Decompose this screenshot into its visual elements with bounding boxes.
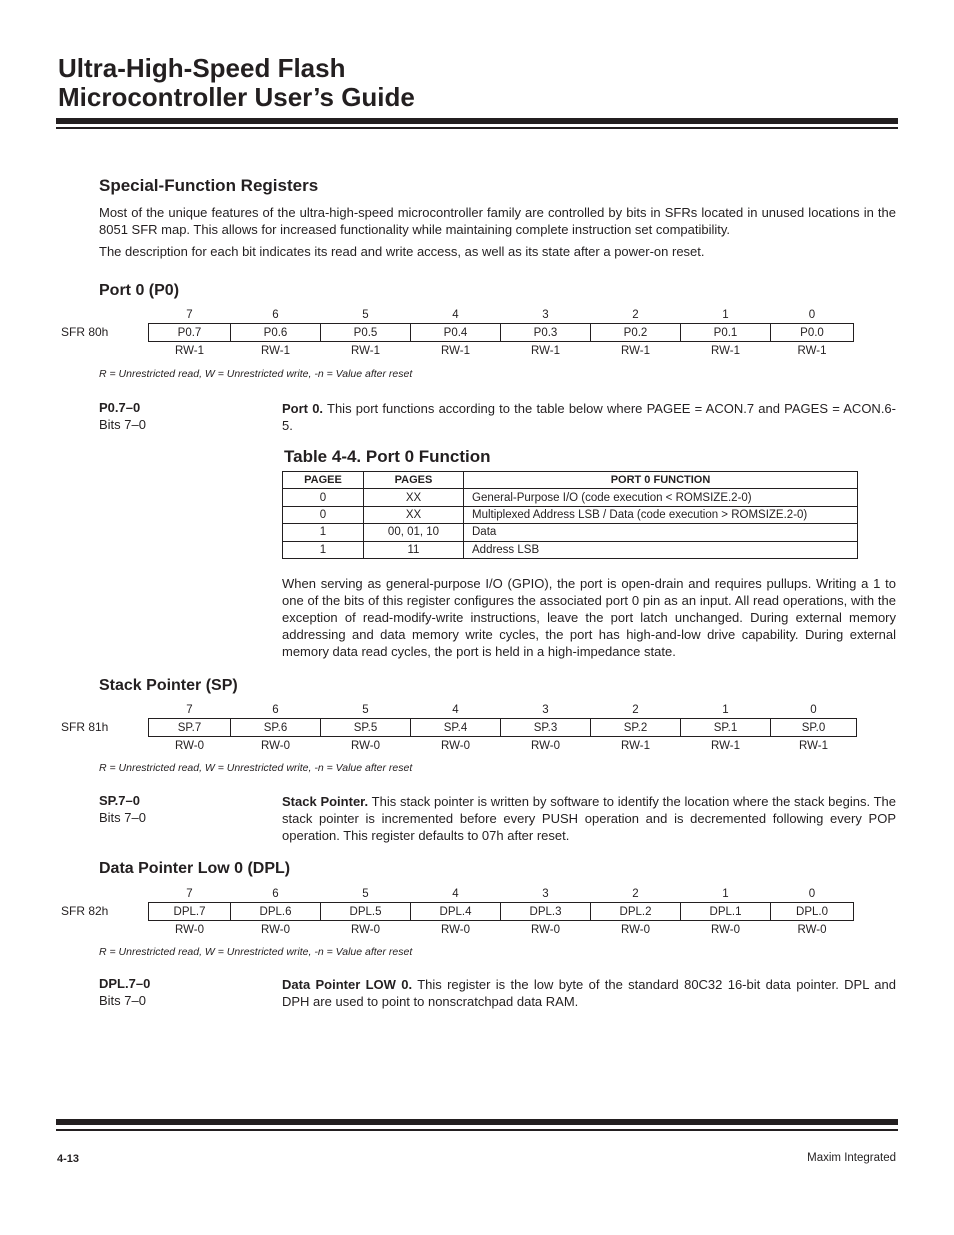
p0-description: Port 0. This port functions according to the table below where PAGEE = ACON.7 and PAGES = ACON.6-5.: [282, 401, 896, 433]
p0-function-table-title: Table 4-4. Port 0 Function: [284, 447, 491, 466]
dpl-sfr-address: SFR 82h: [61, 904, 109, 918]
p0-register-table: [148, 306, 854, 359]
dpl-bit-range: Bits 7–0: [99, 993, 146, 1008]
p0-bit-label: P0.7–0: [99, 400, 141, 415]
table-row: 1 11 Address LSB: [283, 541, 858, 558]
dpl-bit-label: DPL.7–0: [99, 976, 151, 991]
dpl-bit-number-row: 7 6 5 4 3 2 1 0: [186, 887, 816, 900]
intro-paragraph-2: The description for each bit indicates its read and write access, as well as its state after a power-on reset.: [99, 244, 705, 259]
sp-bit-number-row: 7 6 5 4 3 2 1 0: [186, 703, 817, 716]
p0-function-table: [282, 471, 858, 559]
table-row: 0 XX Multiplexed Address LSB / Data (code execution > ROMSIZE.2-0): [283, 506, 858, 523]
p0-sfr-address: SFR 80h: [61, 325, 109, 339]
dpl-heading: Data Pointer Low 0 (DPL): [99, 860, 291, 877]
table-row: 1 00, 01, 10 Data: [283, 524, 858, 541]
p0-heading: Port 0 (P0): [99, 282, 180, 299]
sp-reset-row: RW-0 RW-0 RW-0 RW-0 RW-0 RW-1 RW-1 RW-1: [175, 739, 828, 752]
table-row: 0 XX General-Purpose I/O (code execution < ROMSIZE.2-0): [283, 489, 858, 506]
intro-paragraph: Most of the unique features of the ultra-high-speed microcontroller family are controlled by bits in SFRs located in unused locations in the 8051 SFR map. This allows for increased functionality while maintaining complete instruction set compatibility.: [99, 205, 896, 237]
page-title: Ultra-High-Speed Flash Microcontroller User’s Guide: [58, 53, 415, 112]
p0-legend-note: R = Unrestricted read, W = Unrestricted write, -n = Value after reset: [99, 368, 413, 380]
sp-sfr-address: SFR 81h: [61, 720, 109, 734]
footer-rule-thick: [56, 1119, 898, 1125]
sp-bit-range: Bits 7–0: [99, 810, 146, 825]
dpl-description: Data Pointer LOW 0. This register is the low byte of the standard 80C32 16-bit data pointer. DPL and DPH are used to point to nonscratchpad data RAM.: [282, 977, 896, 1009]
p0-gpio-paragraph: When serving as general-purpose I/O (GPIO), the port is open-drain and requires pullups. Writing a 1 to one of the bits of this register configures the associated port 0 pin as an input. All read operations, with the exception of read-modify-write instructions, leave the port latch unchanged. During external memory addressing and data memory write cycles, the port has high-and-low drive capability. During external memory data read cycles, the port is held in a high-impedance state.: [282, 576, 896, 659]
dpl-register-table: [148, 885, 854, 938]
p0-bit-name-row: P0.7 P0.6 P0.5 P0.4 P0.3 P0.2 P0.1 P0.0: [149, 324, 854, 342]
section-heading: Special-Function Registers: [99, 176, 319, 195]
sp-description: Stack Pointer. This stack pointer is written by software to identify the location where the stack begins. The stack pointer is incremented before every PUSH operation and is decremented following every POP operation. This register defaults to 07h after reset.: [282, 794, 896, 843]
table-header-row: PAGEE PAGES PORT 0 FUNCTION: [283, 472, 858, 489]
p0-reset-row: RW-1 RW-1 RW-1 RW-1 RW-1 RW-1 RW-1 RW-1: [175, 344, 827, 357]
company-name: Maxim Integrated: [807, 1152, 896, 1164]
header-rule-thick: [56, 118, 898, 124]
dpl-bit-name-row: DPL.7 DPL.6 DPL.5 DPL.4 DPL.3 DPL.2 DPL.1 DPL.0: [149, 903, 854, 921]
page-number: 4-13: [57, 1153, 80, 1165]
sp-legend-note: R = Unrestricted read, W = Unrestricted write, -n = Value after reset: [99, 762, 413, 774]
dpl-reset-row: RW-0 RW-0 RW-0 RW-0 RW-0 RW-0 RW-0 RW-0: [175, 923, 827, 936]
sp-register-table: [148, 701, 857, 754]
p0-bit-number-row: 7 6 5 4 3 2 1 0: [186, 308, 816, 321]
sp-bit-name-row: SP.7 SP.6 SP.5 SP.4 SP.3 SP.2 SP.1 SP.0: [149, 719, 857, 737]
sp-heading: Stack Pointer (SP): [99, 677, 238, 694]
dpl-legend-note: R = Unrestricted read, W = Unrestricted write, -n = Value after reset: [99, 946, 413, 958]
header-rule-thin: [56, 127, 898, 129]
p0-bit-range: Bits 7–0: [99, 417, 146, 432]
footer-rule-thin: [56, 1129, 898, 1131]
sp-bit-label: SP.7–0: [99, 793, 140, 808]
